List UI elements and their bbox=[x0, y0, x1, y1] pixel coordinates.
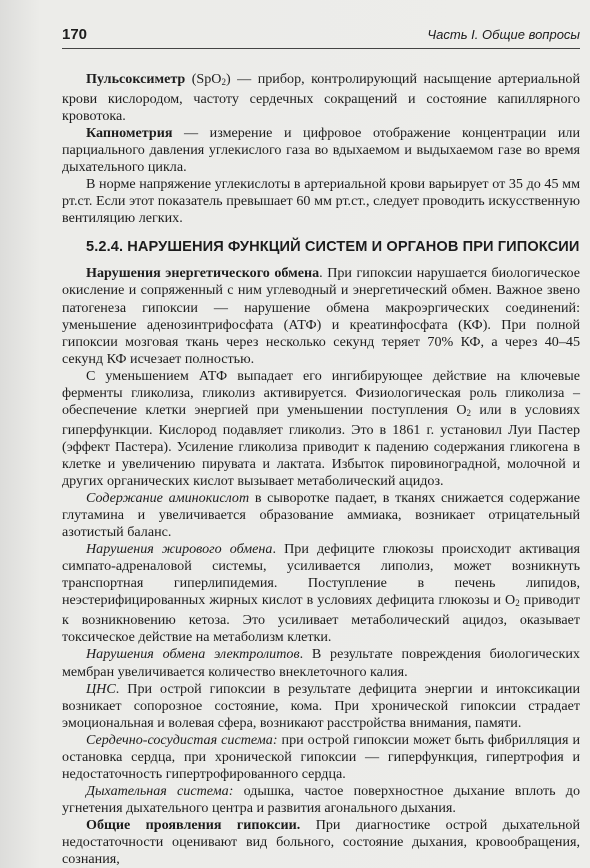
paragraph-amino-acids bbox=[62, 490, 580, 541]
paragraph-pulse-oximeter bbox=[62, 71, 580, 125]
page-content bbox=[62, 49, 580, 868]
text-span: приводит к возникновению кетоза. Это усиливает метаболический ацидоз, оказывает токсическое действие на метаболизм клетки. bbox=[62, 592, 580, 646]
text-span: одышка, частое поверхностное дыхание вплоть до угнетения дыхательного центра и развития агонального дыхания. bbox=[62, 782, 580, 816]
text-span: в сыворотке падает, в тканях снижается содержание глутамина и увеличивается образование аммиака, возникает отрицательный азотистый баланс. bbox=[62, 490, 580, 541]
term-general: Общие проявления гипоксии. bbox=[86, 816, 301, 833]
text-span: или в условиях гиперфункции. Кислород подавляет гликолиз. Это в 1861 г. установил Луи Пастер (эффект Пастера). Усиление гликолиза приводит к падению содержания гликогена в клетке и увеличению пирувата и лактата. Избыток пировиноградной, молочной и других органических кислот вызывает метаболический ацидоз. bbox=[62, 401, 581, 489]
subscript: 2 bbox=[221, 77, 226, 87]
page-header bbox=[62, 26, 580, 49]
page-number: 170 bbox=[62, 26, 88, 43]
subscript: 2 bbox=[466, 407, 472, 418]
text-span: (SpO bbox=[185, 71, 222, 87]
paragraph-cns bbox=[62, 681, 580, 732]
text-span: при острой гипоксии может быть фибрилляция и остановка сердца, при хронической гипоксии — гиперфункция, гипертрофия и недостаточность гипертрофированного сердца. bbox=[62, 731, 580, 782]
subscript: 2 bbox=[515, 598, 520, 609]
term-pulse-oximeter: Пульсоксиметр bbox=[86, 71, 186, 87]
term-resp: Дыхательная система: bbox=[86, 782, 234, 799]
term-cardio: Сердечно-сосудистая система: bbox=[86, 731, 278, 748]
term-amino: Содержание аминокислот bbox=[86, 490, 250, 507]
paragraph-electrolytes bbox=[62, 646, 580, 680]
text-span: . При гипоксии нарушается биологическое окисление и сопряженный с ним углеводный и энергетический обмен. Важное звено патогенеза гипоксии — нарушение обмена макроэргических соединений: уменьшение аденозинтрифосфата (АТФ) и креатинфосфата (КФ). При полной гипоксии мозговая ткань через несколько секунд теряет 70% КФ, а через 40–45 секунд КФ исчезает полностью. bbox=[62, 265, 580, 367]
paragraph-energy-metabolism bbox=[62, 265, 580, 367]
running-head: Часть I. Общие вопросы bbox=[427, 27, 580, 42]
text-span: . При острой гипоксии в результате дефицита энергии и интоксикации возникает сопорозное состояние, кома. При хронической гипоксии страдает эмоциональная и волевая сфера, возникают расстройства внимания, памяти. bbox=[62, 680, 580, 731]
term-energy: Нарушения энергетического обмена bbox=[86, 265, 320, 282]
text-span: ) — прибор, контролирующий насыщение артериальной крови кислородом, частоту сердечных сокращений и состояние капиллярного кровотока. bbox=[62, 71, 581, 125]
text-span: . В результате повреждения биологических мембран увеличивается количество внеклеточного калия. bbox=[62, 646, 580, 680]
term-fat: Нарушения жирового обмена bbox=[86, 541, 273, 558]
text-span: . При дефиците глюкозы происходит активация симпато-адреналовой системы, усиливается липолиз, может возникнуть транспортная гиперлипидемия. Поступление в печень липидов, неэстерифицированных жирных кислот в условиях дефицита глюкозы и O bbox=[62, 541, 580, 609]
paragraph-general-signs bbox=[62, 817, 580, 868]
text-span: При диагностике острой дыхательной недостаточности оценивают вид больного, состояние дыхания, кровообращения, сознания, bbox=[62, 816, 581, 868]
text-span: — измерение и цифровое отображение концентрации или парциального давления углекислого газа во вдыхаемом и выдыхаемом газе во время дыхательного цикла. bbox=[62, 125, 580, 176]
paragraph-glycolysis bbox=[62, 368, 580, 490]
paragraph-fat-metabolism bbox=[62, 541, 580, 646]
paragraph-co2-norm: В норме напряжение углекислоты в артериальной крови варьирует от 35 до 45 мм рт.ст. Если этот показатель превышает 60 мм рт.ст., следует проводить искусственную вентиляцию легких. bbox=[62, 176, 580, 227]
section-heading: 5.2.4. НАРУШЕНИЯ ФУНКЦИЙ СИСТЕМ И ОРГАНОВ ПРИ ГИПОКСИИ bbox=[86, 239, 580, 256]
paragraph-cardiovascular bbox=[62, 732, 580, 783]
term-electrolytes: Нарушения обмена электролитов bbox=[86, 646, 300, 663]
term-capnometry: Капнометрия bbox=[86, 125, 173, 142]
paragraph-respiratory bbox=[62, 783, 580, 817]
paragraph-capnometry bbox=[62, 125, 580, 176]
term-cns: ЦНС bbox=[86, 680, 116, 697]
text-span: С уменьшением АТФ выпадает его ингибирующее действие на ключевые ферменты гликолиза, гликолиз активируется. Физиологическая роль гликолиза – обеспечение клетки энергией при уменьшении поступления O bbox=[62, 367, 580, 418]
